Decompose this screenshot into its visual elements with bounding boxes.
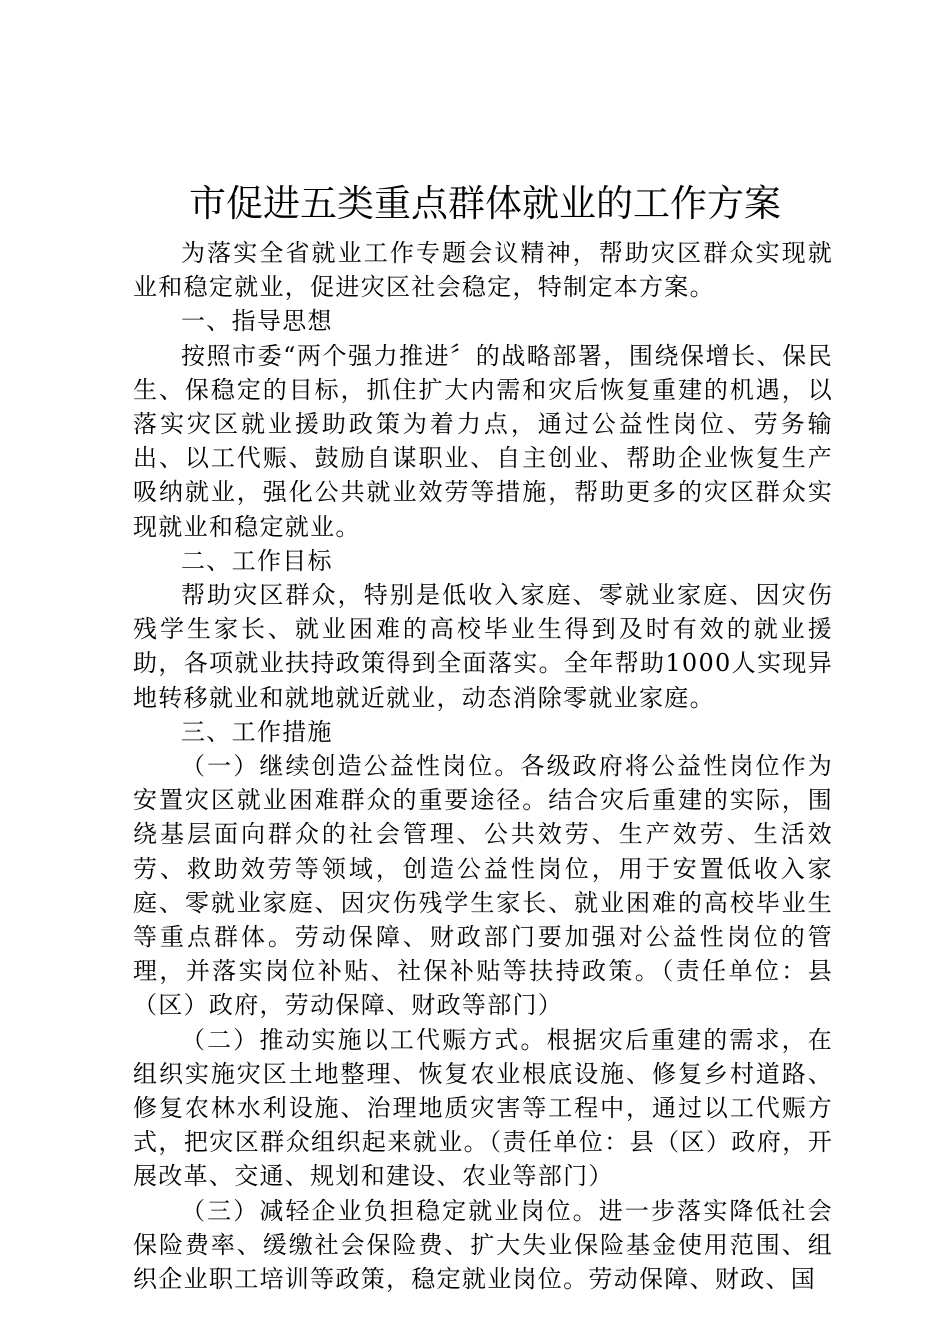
document-title: 市促进五类重点群体就业的工作方案 — [189, 182, 781, 225]
measure-3-paragraph: （三）减轻企业负担稳定就业岗位。进一步落实降低社会保险费率、缓缴社会保险费、扩大失业保险基金使用范围、组织企业职工培训等政策，稳定就业岗位。劳动保障、财政、国 — [133, 1196, 833, 1294]
section-heading-guiding-ideology: 一、指导思想 — [181, 307, 333, 336]
measure-2-paragraph: （二）推动实施以工代赈方式。根据灾后重建的需求，在组织实施灾区土地整理、恢复农业根底设施、修复乡村道路、修复农林水利设施、治理地质灾害等工程中，通过以工代赈方式，把灾区群众组织起来就业。（责任单位：县（区）政府，开展改革、交通、规划和建设、农业等部门） — [133, 1025, 833, 1191]
work-goals-paragraph: 帮助灾区群众，特别是低收入家庭、零就业家庭、因灾伤残学生家长、就业困难的高校毕业生得到及时有效的就业援助，各项就业扶持政策得到全面落实。全年帮助1000人实现异地转移就业和就地就近就业，动态消除零就业家庭。 — [133, 581, 833, 712]
intro-paragraph: 为落实全省就业工作专题会议精神，帮助灾区群众实现就业和稳定就业，促进灾区社会稳定，特制定本方案。 — [133, 239, 833, 302]
section-heading-work-goals: 二、工作目标 — [181, 546, 333, 575]
section-heading-work-measures: 三、工作措施 — [181, 717, 333, 746]
measure-1-paragraph: （一）继续创造公益性岗位。各级政府将公益性岗位作为安置灾区就业困难群众的重要途径。结合灾后重建的实际，围绕基层面向群众的社会管理、公共效劳、生产效劳、生活效劳、救助效劳等领域，创造公益性岗位，用于安置低收入家庭、零就业家庭、因灾伤残学生家长、就业困难的高校毕业生等重点群体。劳动保障、财政部门要加强对公益性岗位的管理，并落实岗位补贴、社保补贴等扶持政策。（责任单位：县（区）政府，劳动保障、财政等部门） — [133, 752, 833, 1020]
guiding-ideology-paragraph: 按照市委“两个强力推进〞的战略部署，围绕保增长、保民生、保稳定的目标，抓住扩大内需和灾后恢复重建的机遇，以落实灾区就业援助政策为着力点，通过公益性岗位、劳务输出、以工代赈、鼓励自谋职业、自主创业、帮助企业恢复生产吸纳就业，强化公共就业效劳等措施，帮助更多的灾区群众实现就业和稳定就业。 — [133, 341, 833, 541]
document-body — [133, 236, 833, 1296]
